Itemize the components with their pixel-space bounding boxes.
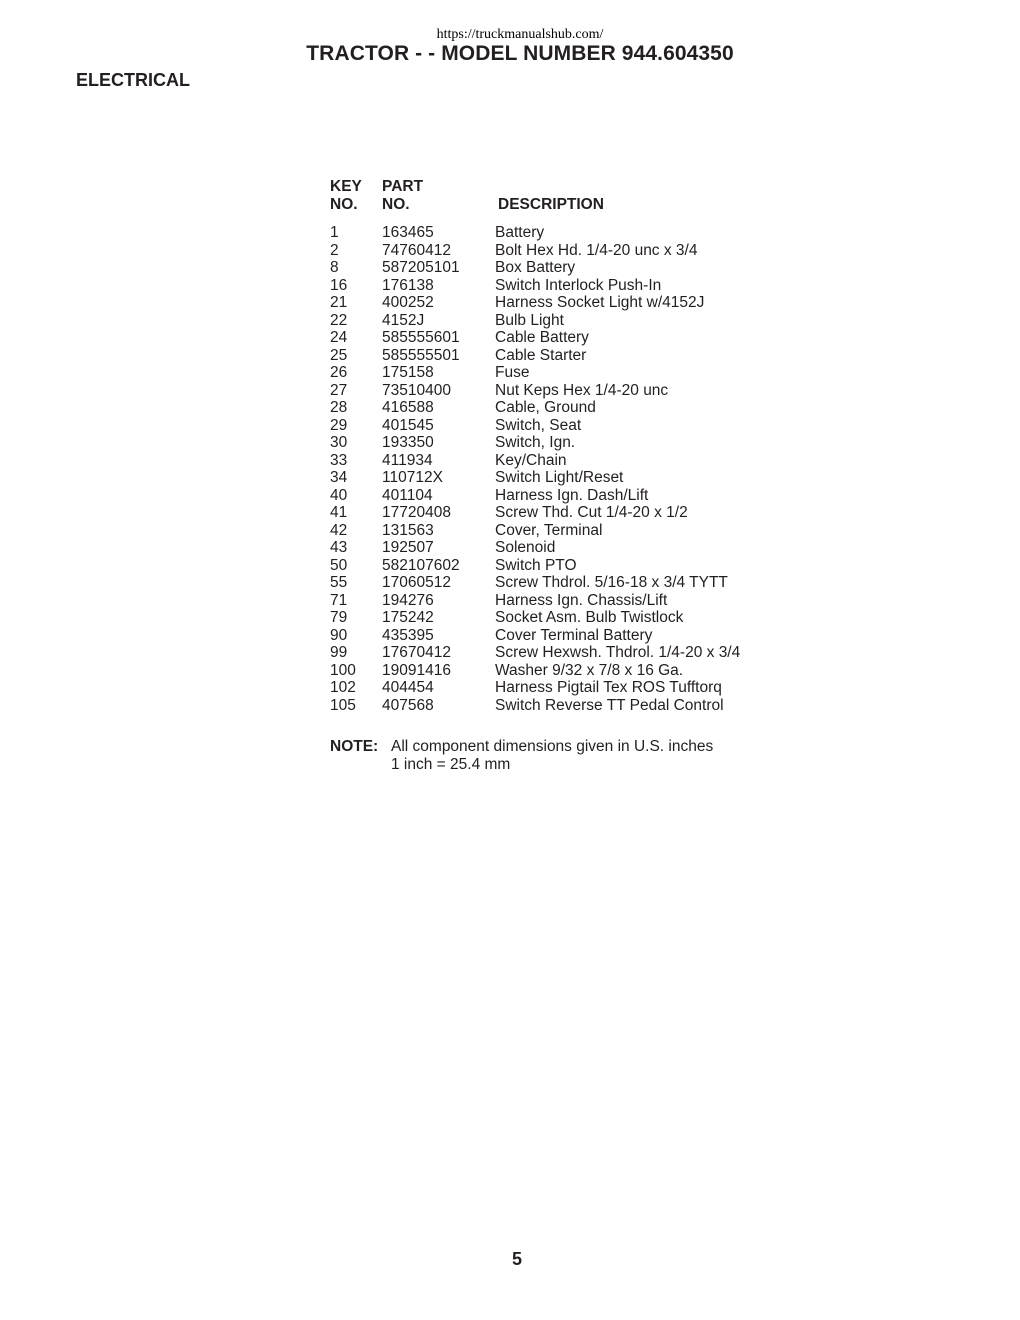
table-row (330, 417, 790, 435)
part-no-cell: 582107602 (382, 556, 460, 574)
note-line-2: 1 inch = 25.4 mm (391, 756, 511, 773)
key-no-cell: 43 (330, 539, 348, 556)
table-row (330, 364, 790, 382)
key-no-cell: 28 (330, 399, 348, 416)
table-row (330, 574, 790, 592)
key-no-cell: 71 (330, 591, 348, 609)
key-no-cell: 26 (330, 364, 348, 381)
description-cell: Cable Battery (495, 329, 589, 346)
description-cell: Switch Light/Reset (495, 469, 624, 486)
table-row (330, 469, 790, 487)
description-cell: Switch Interlock Push-In (495, 276, 662, 294)
part-no-cell: 176138 (382, 276, 434, 294)
part-no-cell: 175158 (382, 364, 434, 381)
description-cell: Socket Asm. Bulb Twistlock (495, 609, 684, 626)
key-no-cell: 90 (330, 626, 348, 644)
description-cell: Harness Pigtail Tex ROS Tufftorq (495, 679, 722, 696)
part-no-cell: 74760412 (382, 241, 451, 259)
key-column-header-line2: NO. (330, 196, 358, 213)
table-row (330, 347, 790, 365)
description-cell: Switch, Ign. (495, 434, 576, 451)
key-no-cell: 29 (330, 416, 348, 434)
description-cell: Switch, Seat (495, 416, 582, 434)
table-row (330, 662, 790, 680)
description-cell: Key/Chain (495, 451, 567, 469)
key-no-cell: 27 (330, 381, 348, 399)
part-no-cell: 407568 (382, 696, 434, 714)
table-row (330, 382, 790, 400)
key-column-header-line1: KEY (330, 178, 362, 195)
part-no-cell: 400252 (382, 294, 434, 311)
part-no-cell: 19091416 (382, 661, 451, 679)
part-no-cell: 110712X (382, 469, 443, 486)
description-cell: Nut Keps Hex 1/4-20 unc (495, 381, 669, 399)
part-no-cell: 73510400 (382, 381, 451, 399)
description-cell: Screw Hexwsh. Thdrol. 1/4-20 x 3/4 (495, 644, 741, 661)
key-no-cell: 16 (330, 276, 348, 294)
part-no-cell: 4152J (382, 311, 425, 329)
description-cell: Harness Socket Light w/4152J (495, 294, 705, 311)
table-row (330, 434, 790, 452)
description-cell: Harness Ign. Dash/Lift (495, 486, 649, 504)
key-no-cell: 30 (330, 434, 348, 451)
description-cell: Battery (495, 224, 545, 241)
table-row (330, 487, 790, 505)
description-cell: Fuse (495, 364, 530, 381)
description-cell: Bulb Light (495, 311, 564, 329)
key-no-cell: 41 (330, 504, 348, 521)
table-row (330, 644, 790, 662)
table-row (330, 679, 790, 697)
table-row (330, 522, 790, 540)
description-cell: Cable, Ground (495, 399, 596, 416)
part-no-cell: 17060512 (382, 574, 451, 591)
part-column-header-line2: NO. (382, 196, 410, 213)
key-no-cell: 21 (330, 294, 348, 311)
key-no-cell: 105 (330, 696, 356, 714)
table-row (330, 277, 790, 295)
description-cell: Cover, Terminal (495, 521, 603, 539)
table-row (330, 259, 790, 277)
table-row (330, 242, 790, 260)
table-row (330, 609, 790, 627)
part-no-cell: 404454 (382, 679, 434, 696)
part-no-cell: 192507 (382, 539, 434, 556)
key-no-cell: 1 (330, 224, 339, 241)
key-no-cell: 102 (330, 679, 356, 696)
table-row (330, 312, 790, 330)
table-row (330, 539, 790, 557)
part-no-cell: 587205101 (382, 259, 460, 276)
part-column-header-line1: PART (382, 178, 424, 195)
description-cell: Solenoid (495, 539, 556, 556)
description-cell: Harness Ign. Chassis/Lift (495, 591, 668, 609)
table-row (330, 452, 790, 470)
key-no-cell: 55 (330, 574, 348, 591)
part-no-cell: 131563 (382, 521, 434, 539)
part-no-cell: 585555601 (382, 329, 460, 346)
part-no-cell: 401545 (382, 416, 434, 434)
key-no-cell: 33 (330, 451, 348, 469)
description-cell: Switch Reverse TT Pedal Control (495, 696, 724, 714)
table-row (330, 697, 790, 715)
description-cell: Cover Terminal Battery (495, 626, 653, 644)
note-label: NOTE: (330, 738, 379, 755)
table-row (330, 504, 790, 522)
section-heading: ELECTRICAL (76, 70, 190, 90)
source-url: https://truckmanualshub.com/ (436, 27, 604, 42)
table-row (330, 329, 790, 347)
description-cell: Cable Starter (495, 346, 587, 364)
description-cell: Box Battery (495, 259, 576, 276)
table-row (330, 592, 790, 610)
part-no-cell: 435395 (382, 626, 434, 644)
page-title: TRACTOR - - MODEL NUMBER 944.604350 (306, 42, 734, 65)
table-row (330, 224, 790, 242)
key-no-cell: 40 (330, 486, 348, 504)
description-cell: Switch PTO (495, 556, 577, 574)
parts-table (330, 224, 790, 714)
page-number: 5 (511, 1249, 522, 1269)
key-no-cell: 79 (330, 609, 348, 626)
part-no-cell: 194276 (382, 591, 434, 609)
part-no-cell: 193350 (382, 434, 434, 451)
part-no-cell: 17720408 (382, 504, 451, 521)
table-row (330, 627, 790, 645)
part-no-cell: 17670412 (382, 644, 451, 661)
key-no-cell: 2 (330, 241, 339, 259)
description-cell: Bolt Hex Hd. 1/4-20 unc x 3/4 (495, 241, 698, 259)
key-no-cell: 42 (330, 521, 348, 539)
description-column-header: DESCRIPTION (498, 196, 604, 213)
table-row (330, 557, 790, 575)
table-row (330, 399, 790, 417)
part-no-cell: 401104 (382, 486, 433, 504)
part-no-cell: 416588 (382, 399, 434, 416)
part-no-cell: 411934 (382, 451, 433, 469)
key-no-cell: 8 (330, 259, 339, 276)
part-no-cell: 585555501 (382, 346, 460, 364)
part-no-cell: 163465 (382, 224, 434, 241)
key-no-cell: 25 (330, 346, 348, 364)
key-no-cell: 34 (330, 469, 348, 486)
note-line-1: All component dimensions given in U.S. inches (391, 738, 714, 755)
description-cell: Screw Thdrol. 5/16-18 x 3/4 TYTT (495, 574, 728, 591)
description-cell: Screw Thd. Cut 1/4-20 x 1/2 (495, 504, 688, 521)
description-cell: Washer 9/32 x 7/8 x 16 Ga. (495, 661, 684, 679)
table-row (330, 294, 790, 312)
key-no-cell: 100 (330, 661, 356, 679)
key-no-cell: 22 (330, 311, 348, 329)
part-no-cell: 175242 (382, 609, 434, 626)
key-no-cell: 50 (330, 556, 348, 574)
key-no-cell: 99 (330, 644, 348, 661)
key-no-cell: 24 (330, 329, 348, 346)
